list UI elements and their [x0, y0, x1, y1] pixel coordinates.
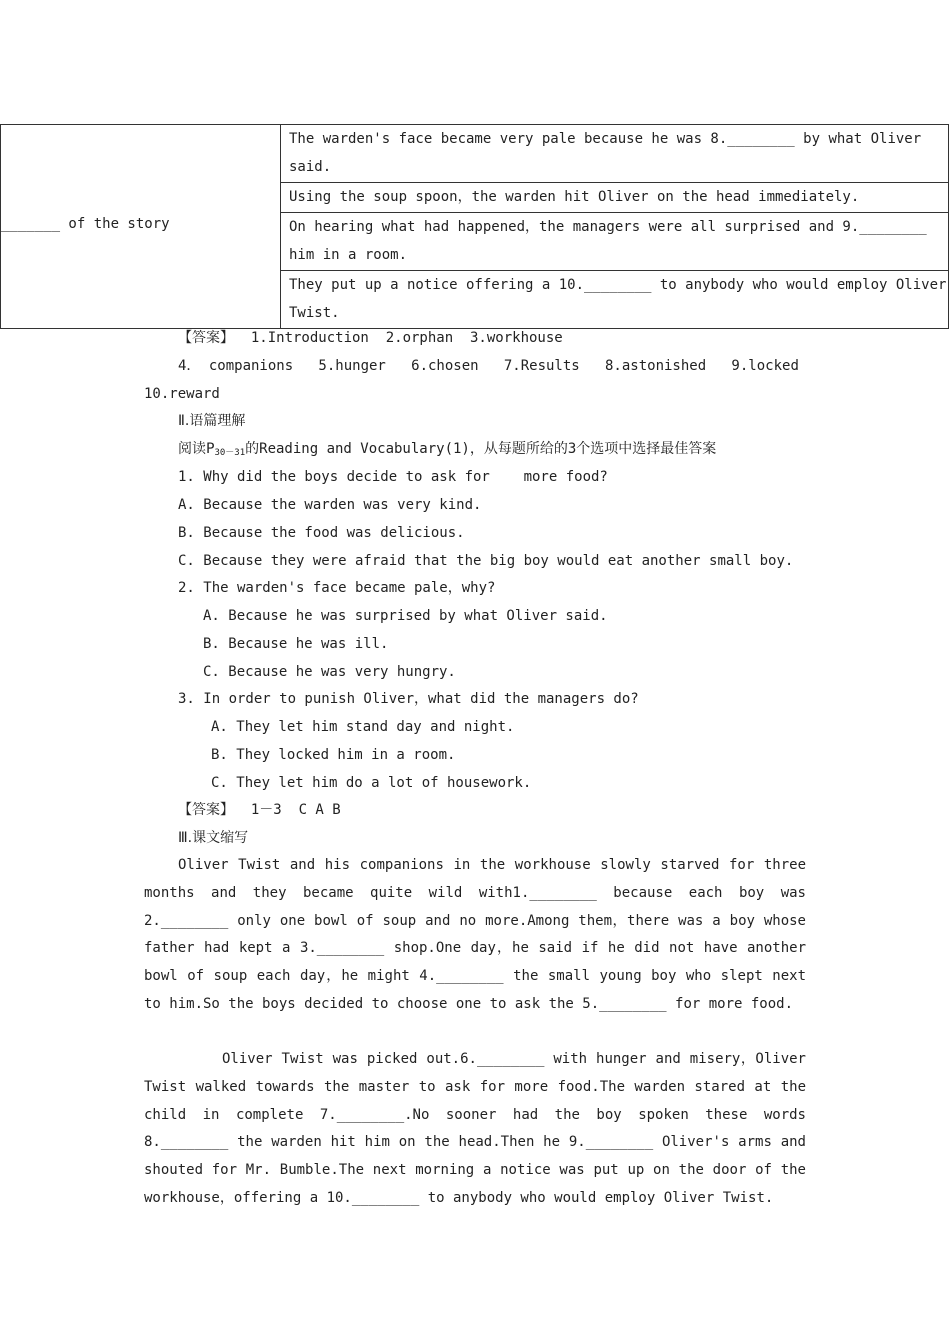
question-2-option-b: B. Because he was ill. — [203, 636, 389, 652]
answer-line-section-2 — [178, 796, 341, 824]
table-row-4: They put up a notice offering a 10.________ to anybody who would employ Oliver Twist. — [281, 271, 949, 329]
table-row-2: Using the soup spoon，the warden hit Oliver on the head immediately. — [281, 183, 949, 213]
answer-text-1: 1.Introduction 2.orphan 3.workhouse — [250, 330, 563, 346]
question-1-option-b: B. Because the food was delicious. — [178, 525, 465, 541]
summary-paragraph-1: Oliver Twist and his companions in the workhouse slowly starved for three months and they became quite wild with1.________ because each boy was 2.________ only one bowl of soup and no more.Among them，there was a boy whose father had kept a 3.________ shop.One day，he said if he did not have another bowl of soup each day，he might 4.________ the small young boy who slept next to him.So the boys decided to choose one to ask the 5.________ for more food. — [144, 857, 806, 1012]
question-3-option-c: C. They let him do a lot of housework. — [211, 775, 532, 791]
answer-text-2: 1－3 C A B — [250, 802, 341, 818]
section-3-heading: Ⅲ.课文缩写 — [178, 830, 249, 846]
answer-line-3: 10.reward — [144, 386, 220, 402]
table-left-label: _______ of the story — [1, 215, 170, 232]
section-2-instruction: 阅读$P_{30-31}$的Reading and Vocabulary(1)，从每题所给的3个选项中选择最佳答案 — [178, 441, 717, 458]
question-2-option-a: A. Because he was surprised by what Oliver said. — [203, 608, 608, 624]
table-row-1: The warden's face became very pale because he was 8.________ by what Oliver said. — [281, 125, 949, 183]
answer-label: 【答案】 — [178, 330, 234, 346]
summary-paragraph-2: Oliver Twist was picked out.6.________ with hunger and misery，Oliver Twist walked towards the master to ask for more food.The warden stared at the child in complete 7.________.No sooner had the boy spoken these words 8.________ the warden hit him on the head.Then he 9.________ Oliver's arms and shouted for Mr. Bumble.The next morning a notice was put up on the door of the workhouse，offering a 10.________ to anybody who would employ Oliver Twist. — [144, 1051, 806, 1206]
story-outline-table — [0, 124, 949, 329]
table-row-3: On hearing what had happened，the managers were all surprised and 9.________ him in a room. — [281, 213, 949, 271]
answer-line-2: 4． companions 5.hunger 6.chosen 7.Results 8.astonished 9.locked — [178, 358, 799, 374]
question-3-option-b: B. They locked him in a room. — [211, 747, 456, 763]
answer-line-1 — [178, 324, 563, 352]
question-3-option-a: A. They let him stand day and night. — [211, 719, 515, 735]
question-1-option-a: A. Because the warden was very kind. — [178, 497, 482, 513]
section-2-heading: Ⅱ.语篇理解 — [178, 413, 246, 429]
question-1-option-c: C. Because they were afraid that the big boy would eat another small boy. — [178, 553, 794, 569]
question-2-option-c: C. Because he was very hungry. — [203, 664, 456, 680]
question-1: 1. Why did the boys decide to ask for more food? — [178, 469, 608, 485]
question-3: 3. In order to punish Oliver，what did the managers do? — [178, 691, 639, 707]
question-2: 2. The warden's face became pale，why? — [178, 580, 496, 596]
table-left-cell — [1, 125, 281, 329]
answer-label-2: 【答案】 — [178, 802, 234, 818]
